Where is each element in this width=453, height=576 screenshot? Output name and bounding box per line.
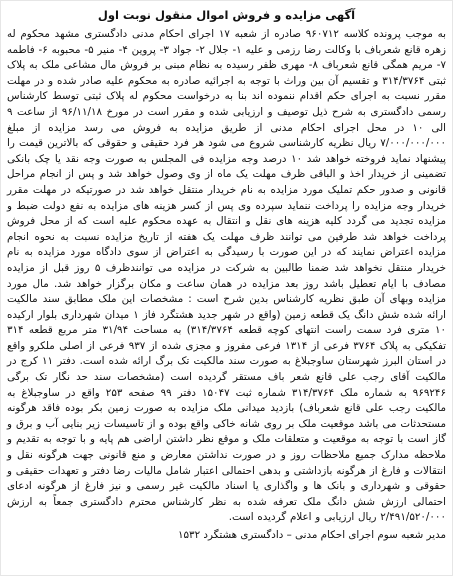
notice-title: آگهی مزایده و فروش اموال منقول نوبت اول [97, 8, 356, 22]
notice-body: به موجب پرونده کلاسه ۹۶۰۷۱۲ صادره از شعبه ۱۷ اجرای احکام مدنی دادگستری مشهد محکوم له زهره قانع شعرباف با وکالت رضا رزمی و علیه ۱- جلال ۲- جواد ۳- پروین ۴- منیر ۵- محبوبه ۶- فاطمه ۷- مریم همگی قانع شعرباف ۸- مهری ظفر رسیده به نظام مبنی بر فروش مال مشاعی ملک به پلاک ثبتی ۳۱۴/۳۷۶۴ و تقسیم آن بین وراث با توجه به اجرائیه صادره به محکوم علیه صادر شده و در مهلت مقرر نسبت به اجرای حکم اقدام ننموده اند بنا به درخواست محکوم له پلاک ثبتی توسط کارشناس رسمی دادگستری به شرح ذیل توصیف و ارزیابی شده و مقرر است در مورخ ۹۶/۱۱/۱۸ از ساعت ۹ الی ۱۰ در محل اجرای احکام مدنی از طریق مزایده به فروش می رسد مزایده از مبلغ ۷/۰۰۰/۰۰۰/۰۰۰ ریال نظریه کارشناسی شروع می شود هر فرد حقیقی و حقوقی که بالاترین قیمت را پیشنهاد نماید فروخته خواهد شد ۱۰ درصد وجه مزایده فی المجلس به صورت وجه نقد یا چک بانکی تضمینی از خریدار اخذ و الباقی ظرف مهلت یک ماه از وی وصول خواهد شد و پس از انجام مراحل قانونی و صدور حکم تملیک مورد مزایده به نام خریدار منتقل خواهد شد در صورتیکه در مهلت مقرر خریدار وجه مزایده را پرداخت ننماید سپرده وی پس از کسر هزینه های مزایده به نفع دولت ضبط و مزایده تجدید می گردد کلیه هزینه های نقل و انتقال به عهده محکوم علیه است که از محل فروش پرداخت خواهد شد طرفین می توانند ظرف مهلت یک هفته از تاریخ مزایده نسبت به نحوه انجام مزایده اعتراض نمایند که در این صورت با رسیدگی به اعتراض از سوی دادگاه مورد مزایده به نام خریدار منتقل نخواهد شد ضمنا طالبین به شرکت در مزایده می توانندظرف ۵ روز قبل از مزایده مصادف با ایام تعطیل باشد روز بعد مزایده در همان ساعت و مکان برگزار خواهد شد. مال مورد مزایده وبهای آن طبق نظریه کارشناس بدین شرح است : مشخصات این ملک مطابق سند مالکیت ارائه شده شش دانگ یک قطعه زمین (واقع در شهر جدید هشتگرد فاز ۱ میدان شهرداری بلوار ارکیده ۱۰ متری فرد سمت راست انتهای کوچه قطعه ۳۱۴/۳۷۶۴) به مساحت ۳۱/۹۴ متر مربع قطعه ۳۱۴ تفکیکی به پلاک ۳۷۶۴ فرعی از ۱۳۱۴ فرعی مفروز و مجزی شده از ۹۳۷ فرعی از اصلی ملکرو واقع در استان البرز شهرستان ساوجبلاغ به صورت سند مالکیت تک برگ ارائه شده است. دفتر ۱۱ کرج در مالکیت آقای رجب علی قانع شعر باف مستقر گردیده است (مشخصات سند حد نگار تک برگی ۹۶۹۲۴۶ به شماره ملک ۳۱۴/۳۷۶۴ شماره ثبت ۱۵۰۴۷ دفتر ۹۹ صفحه ۲۵۳ واقع در ساوجبلاغ به مالکیت رجب علی قانع شعرباف) بازدید میدانی ملک مزایده به صورت زمین بکر بوده فاقد هرگونه مستحدثات می باشد موقعیت ملک بر روی شانه خاکی واقع بوده و از تاسیسات زیر بنایی آب و برق و گاز است با توجه به موقعیت و متعلقات ملک و موقع نظر داشتن اراضی هم پایه و با توجه به تقدیم و ملاحظه مدارک جمیع ملاحظات روز و در صورت نداشتن معارض و منع قانونی جهت هرگونه نقل و انتقالات و فارغ از هرگونه بازداشتی و بدهی احتمالی اعتبار شامل مالیات رضا دفتر و تعهدات حقیقی و حقوقی و شهرداری و بانک ها و واگذاری یا اسناد مالکیت غیر رسمی و نیز فارغ از هرگونه ادعای احتمالی ارزش شش دانگ ملک تعرفه شده به نظر کارشناس محترم دادگستری جمعاً به ارزش ۲/۴۹۱/۵۲۰/۰۰۰ ریال ارزیابی و اعلام گردیده است. [7, 28, 447, 524]
notice-signature: مدیر شعبه سوم اجرای احکام مدنی – دادگستری هشتگرد ۱۵۳۲ [177, 529, 446, 541]
